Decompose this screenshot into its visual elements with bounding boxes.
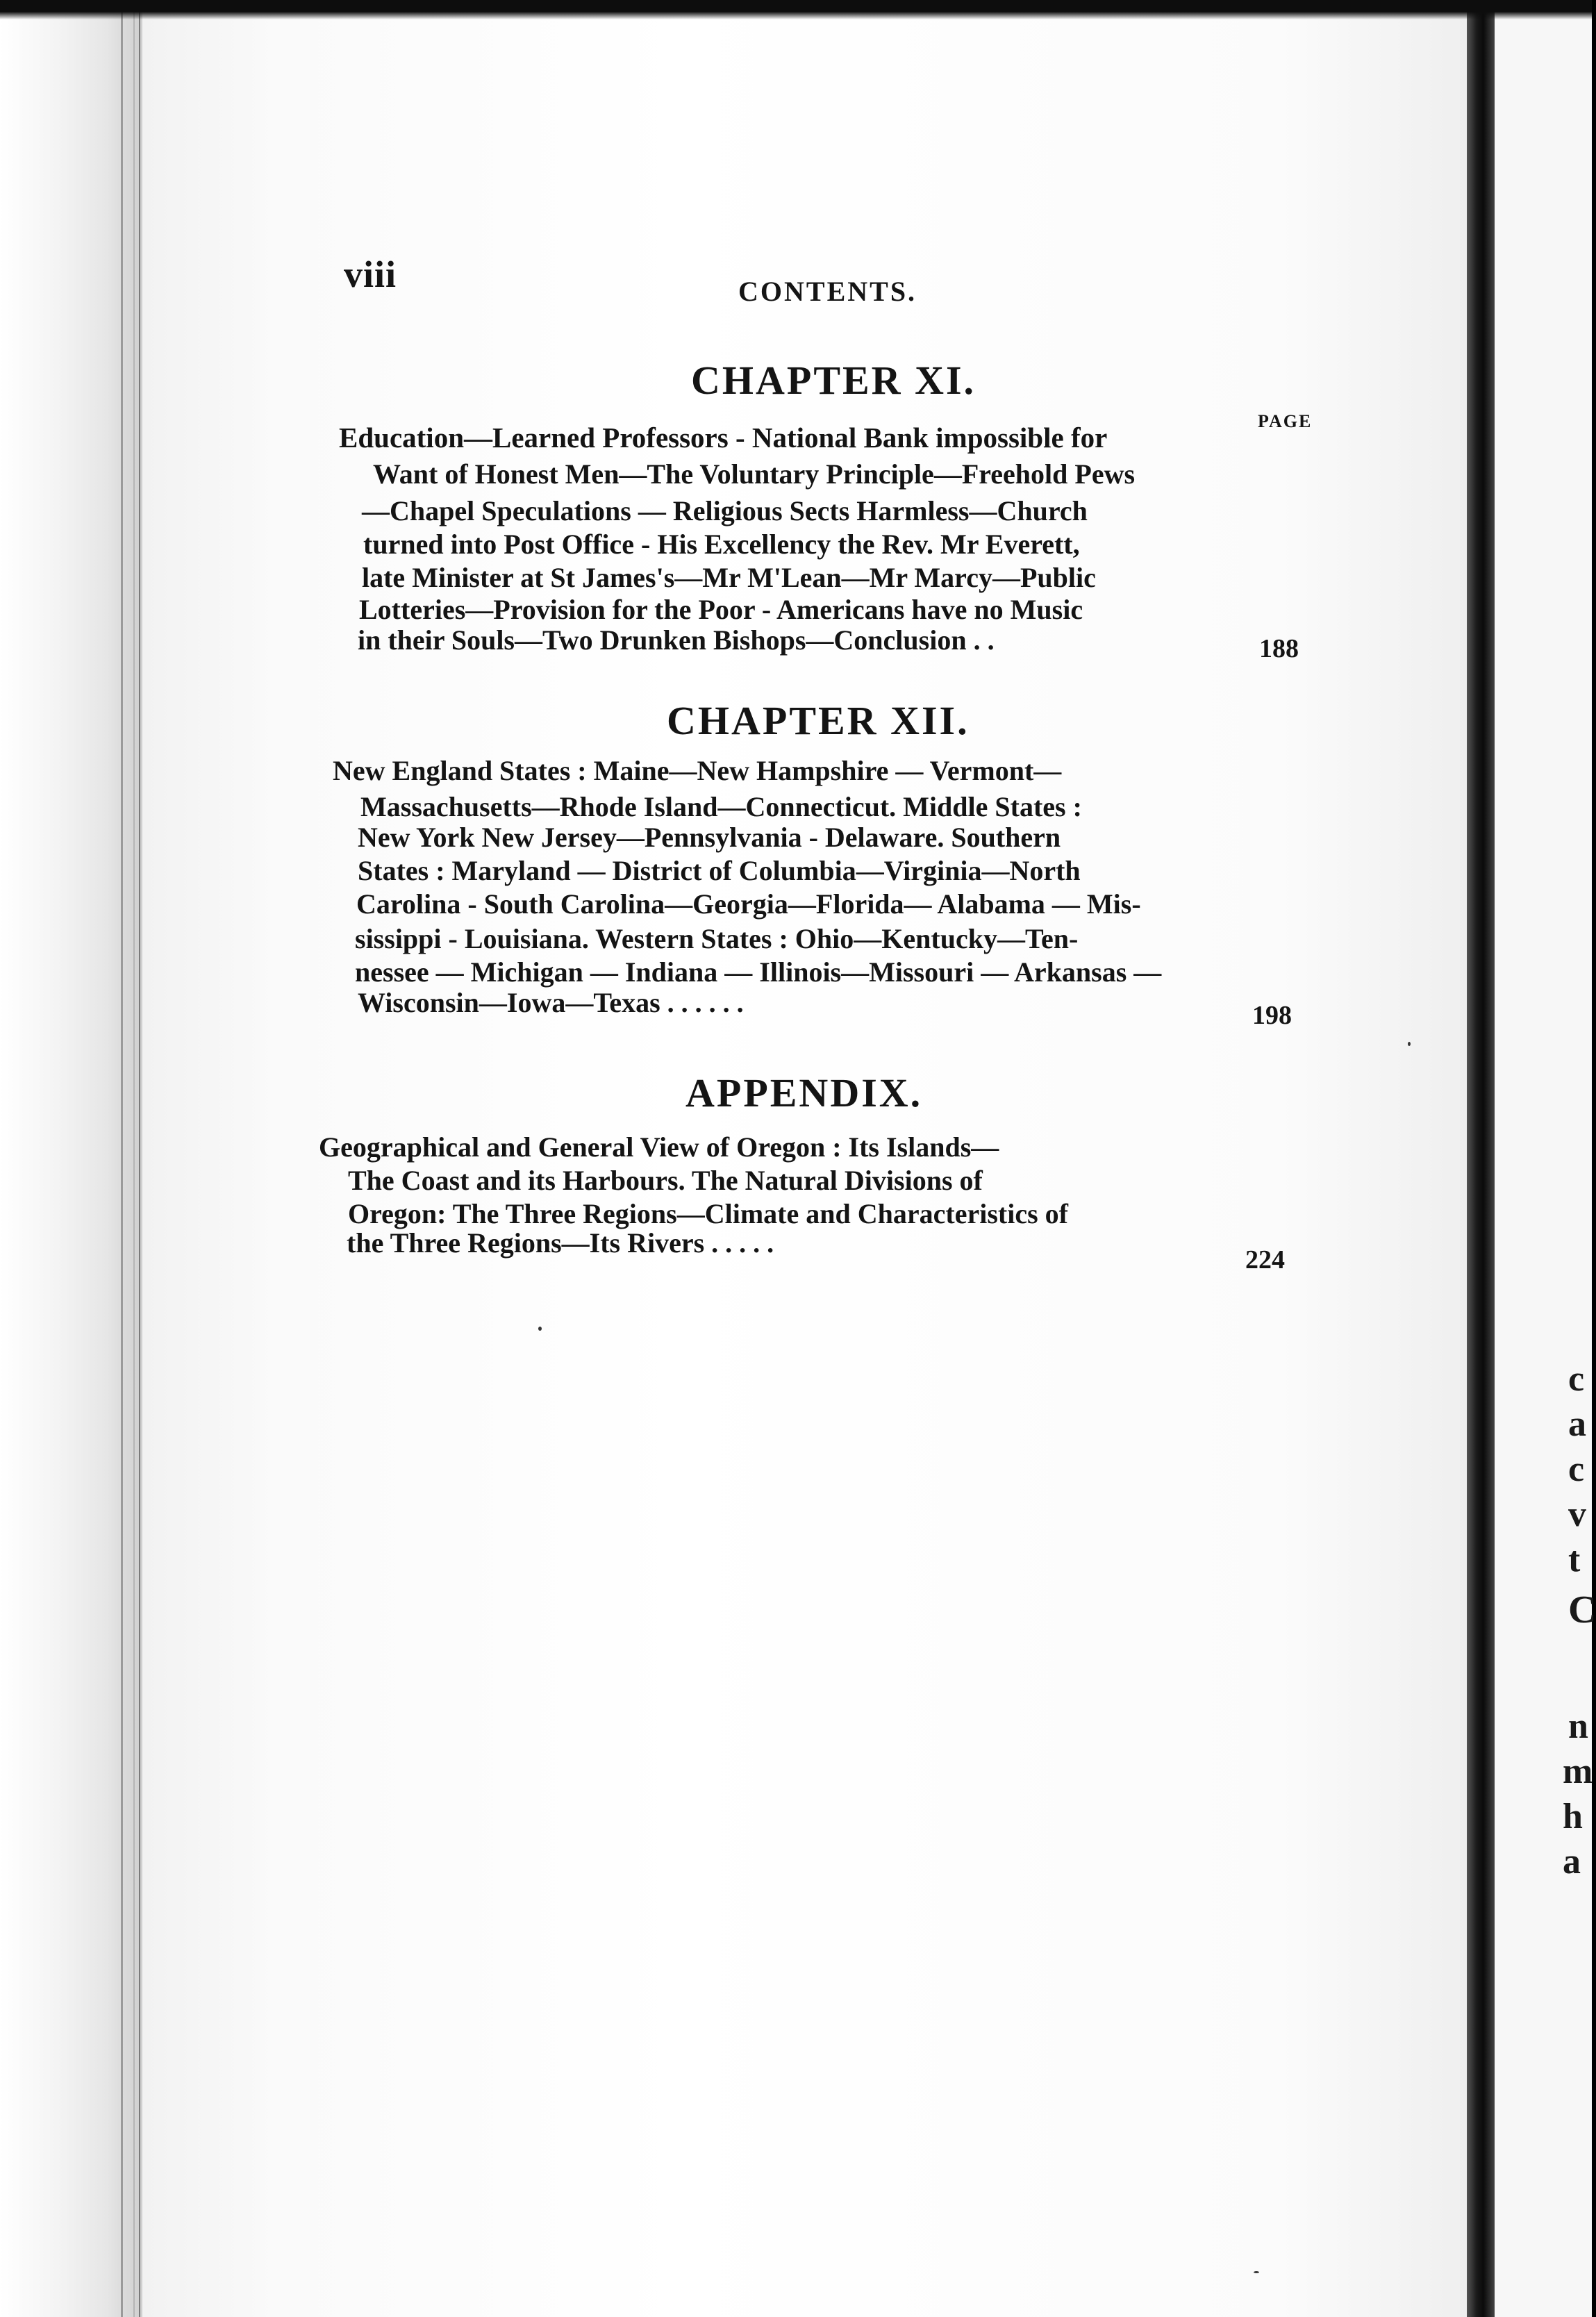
appendix-page-number: 224 bbox=[1245, 1245, 1285, 1274]
folio-number: viii bbox=[344, 254, 397, 295]
facing-letter: c bbox=[1568, 1450, 1585, 1489]
scan-speck bbox=[1408, 1042, 1411, 1046]
page-column-label: PAGE bbox=[1258, 411, 1313, 431]
scan-speck bbox=[538, 1327, 542, 1331]
chapter-xii-line: nessee — Michigan — Indiana — Illinois—Missouri — Arkansas — bbox=[355, 956, 1162, 988]
page-edge-line bbox=[133, 0, 135, 2317]
contents-page bbox=[142, 0, 1483, 2317]
page-edge-line bbox=[121, 0, 123, 2317]
chapter-xi-heading: CHAPTER XI. bbox=[691, 358, 976, 403]
chapter-xi-line: Education—Learned Professors - National Bank impossible for bbox=[339, 422, 1108, 454]
chapter-xii-line: New York New Jersey—Pennsylvania - Delaware. Southern bbox=[358, 822, 1061, 853]
chapter-xi-line: Want of Honest Men—The Voluntary Principle—Freehold Pews bbox=[373, 458, 1136, 490]
chapter-xii-line: New England States : Maine—New Hampshire — Vermont— bbox=[333, 755, 1062, 786]
chapter-xii-line: States : Maryland — District of Columbia—Virginia—North bbox=[358, 855, 1081, 886]
chapter-xi-line: late Minister at St James's—Mr M'Lean—Mr Marcy—Public bbox=[362, 562, 1096, 593]
facing-letter: v bbox=[1568, 1495, 1586, 1534]
chapter-xii-heading: CHAPTER XII. bbox=[667, 698, 970, 743]
facing-letter: C bbox=[1568, 1588, 1596, 1631]
running-head: CONTENTS. bbox=[738, 276, 917, 307]
scan-speck bbox=[1254, 2271, 1259, 2273]
scan-top-shadow bbox=[0, 0, 1592, 19]
chapter-xii-line: Carolina - South Carolina—Georgia—Florida— Alabama — Mis- bbox=[356, 888, 1141, 920]
appendix-line: The Coast and its Harbours. The Natural Divisions of bbox=[348, 1165, 983, 1196]
chapter-xi-line: —Chapel Speculations — Religious Sects Harmless—Church bbox=[362, 495, 1088, 526]
chapter-xii-line: sissippi - Louisiana. Western States : Ohio—Kentucky—Ten- bbox=[355, 923, 1079, 954]
chapter-xi-line: turned into Post Office - His Excellency the Rev. Mr Everett, bbox=[363, 529, 1080, 560]
appendix-line: Geographical and General View of Oregon : Its Islands— bbox=[319, 1131, 999, 1163]
facing-letter: h bbox=[1563, 1797, 1583, 1836]
facing-letter: n bbox=[1568, 1706, 1588, 1746]
chapter-xii-line: Massachusetts—Rhode Island—Connecticut. Middle States : bbox=[360, 791, 1082, 822]
chapter-xii-page-number: 198 bbox=[1252, 1001, 1292, 1030]
chapter-xii-line: Wisconsin—Iowa—Texas . . . . . . bbox=[358, 987, 744, 1018]
facing-letter: t bbox=[1568, 1540, 1581, 1579]
chapter-xi-page-number: 188 bbox=[1259, 634, 1299, 663]
facing-page-fragment bbox=[1495, 0, 1596, 2317]
facing-letter: a bbox=[1563, 1842, 1581, 1882]
facing-letter: c bbox=[1568, 1359, 1585, 1399]
facing-letter: m bbox=[1563, 1752, 1593, 1791]
book-edge-left bbox=[0, 0, 142, 2317]
book-gutter bbox=[1467, 0, 1495, 2317]
chapter-xi-line: in their Souls—Two Drunken Bishops—Conclusion . . bbox=[358, 624, 995, 656]
page-edge-line bbox=[139, 0, 140, 2317]
appendix-heading: APPENDIX. bbox=[685, 1070, 923, 1115]
appendix-line: the Three Regions—Its Rivers . . . . . bbox=[347, 1227, 774, 1259]
chapter-xi-line: Lotteries—Provision for the Poor - Americans have no Music bbox=[359, 594, 1083, 625]
appendix-line: Oregon: The Three Regions—Climate and Characteristics of bbox=[348, 1198, 1068, 1229]
facing-letter: a bbox=[1568, 1404, 1586, 1444]
